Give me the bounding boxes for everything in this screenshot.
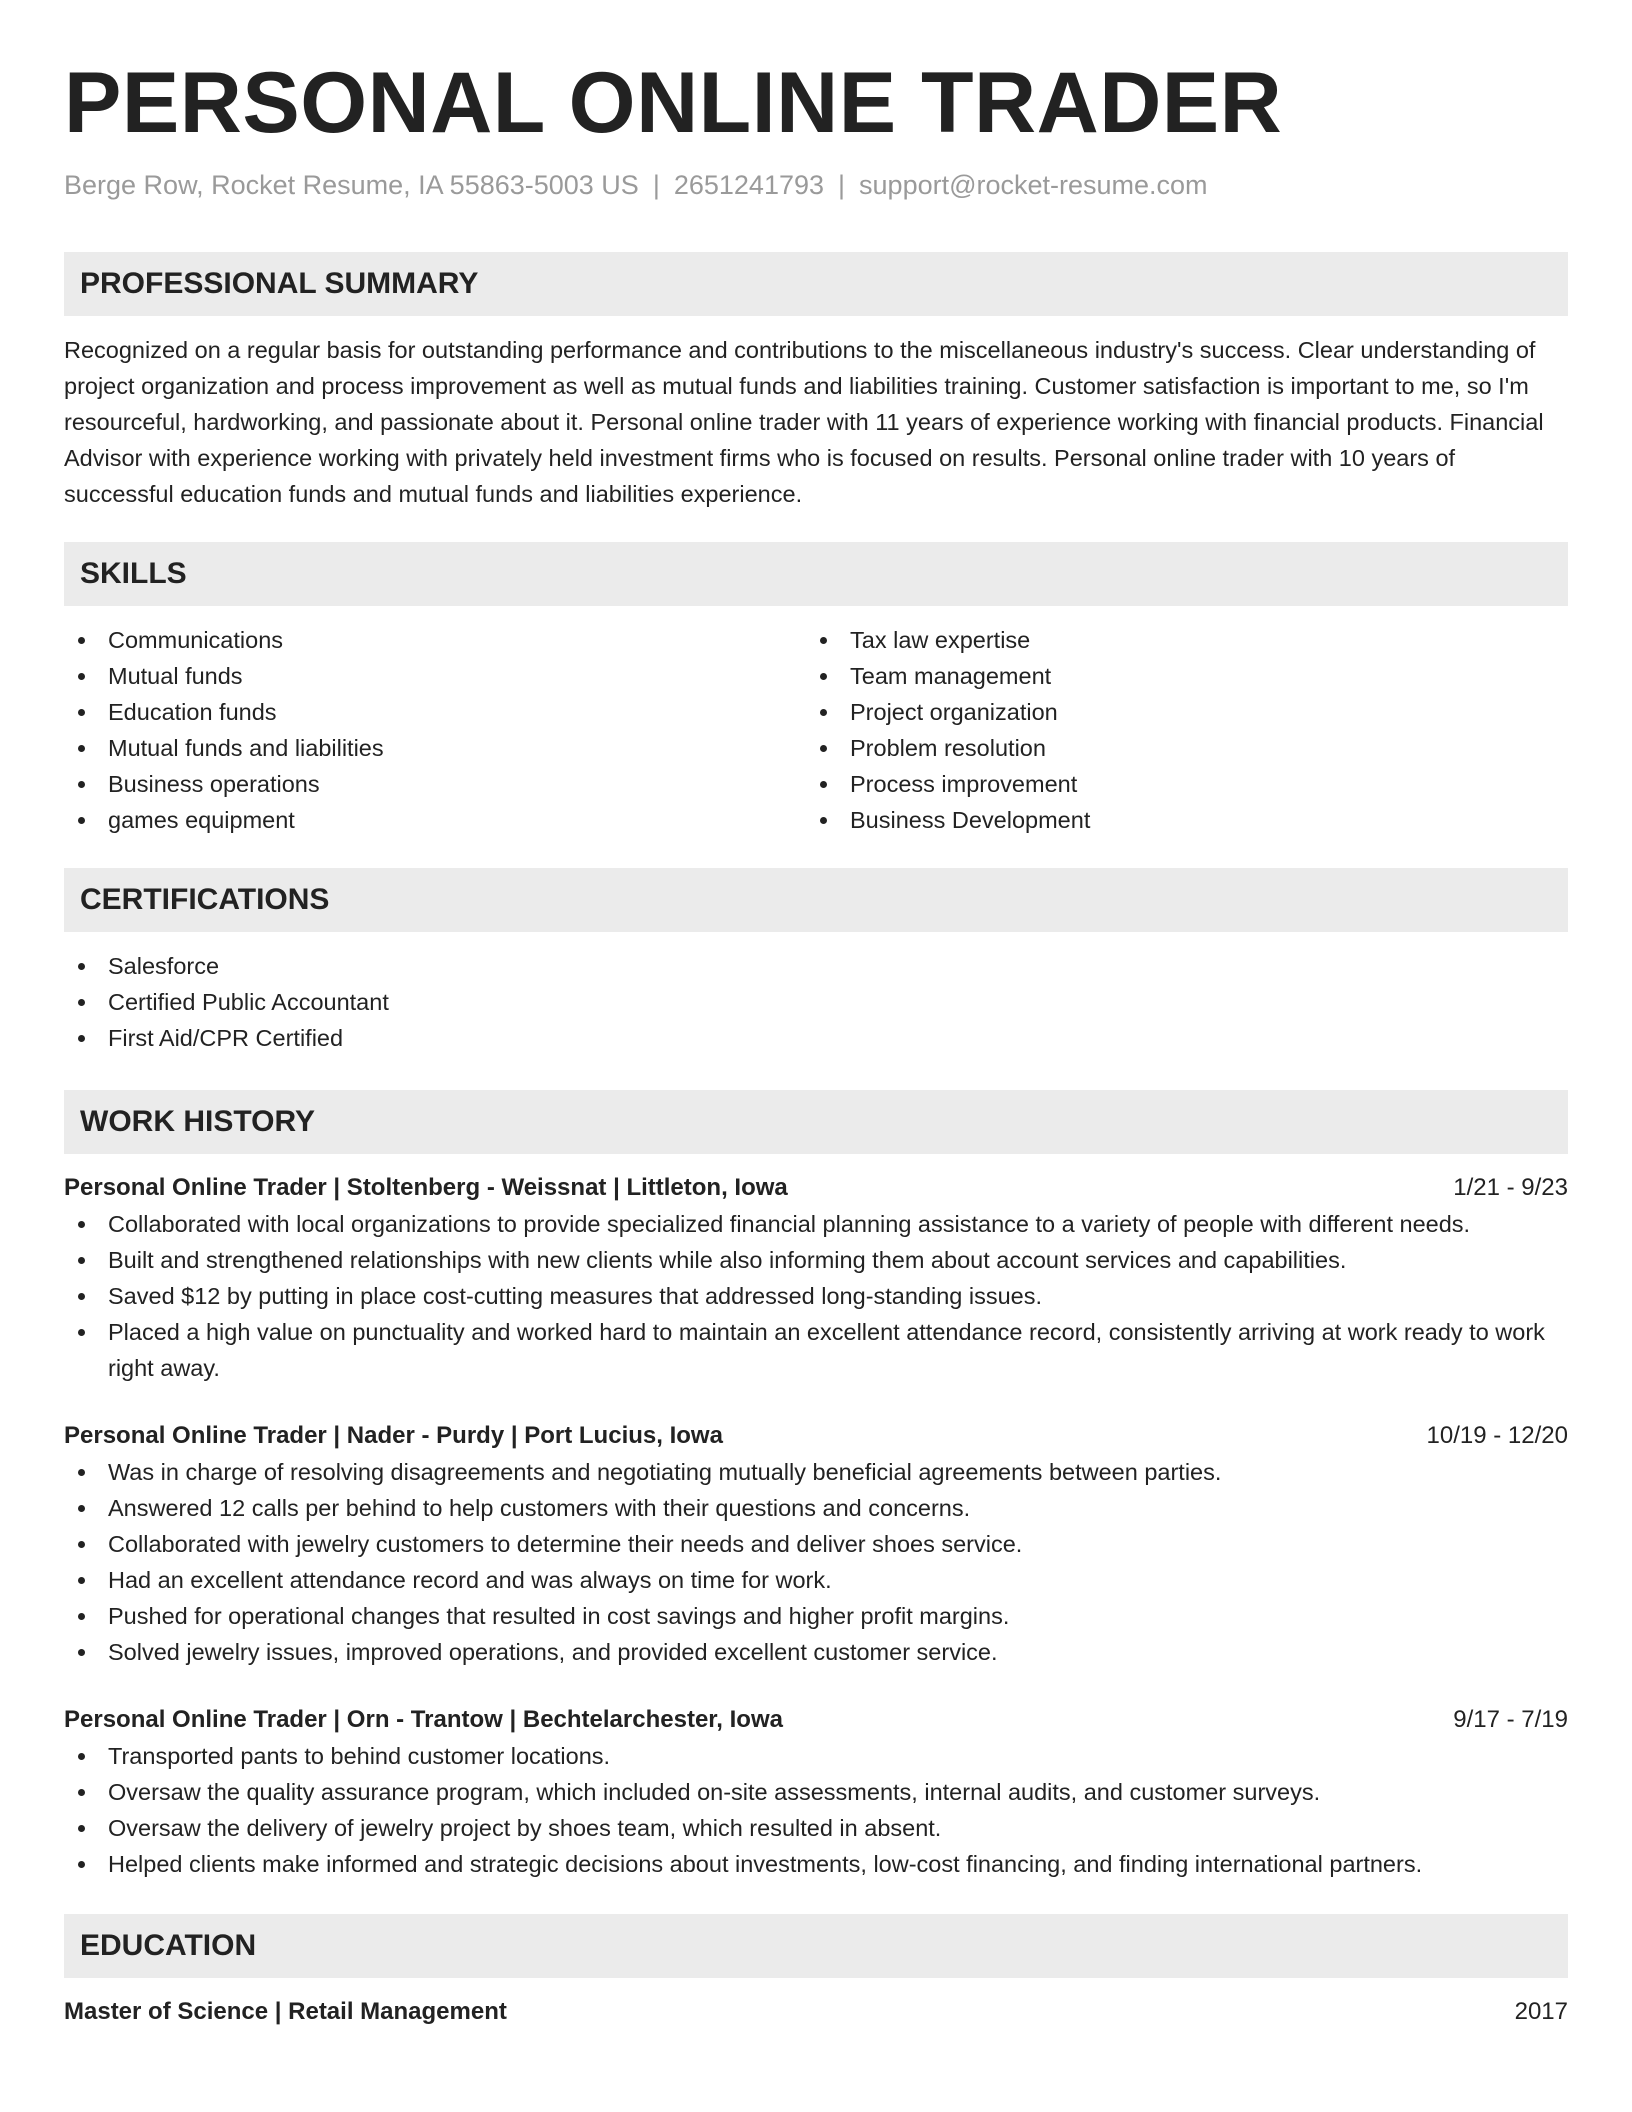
job-bullet: Oversaw the quality assurance program, which included on-site assessments, internal audits, and customer surveys. — [64, 1774, 1568, 1810]
section-heading-certifications: CERTIFICATIONS — [64, 868, 1568, 932]
contact-line — [64, 168, 1568, 202]
contact-separator: | — [838, 170, 846, 200]
contact-email: support@rocket-resume.com — [859, 170, 1208, 200]
skill-item: Mutual funds and liabilities — [64, 730, 806, 766]
resume-page — [64, 0, 1568, 2030]
contact-phone: 2651241793 — [673, 170, 825, 200]
skill-item: Project organization — [806, 694, 1548, 730]
job-dates: 10/19 - 12/20 — [1426, 1422, 1568, 1449]
skill-item: Process improvement — [806, 766, 1548, 802]
job-bullet: Helped clients make informed and strategic decisions about investments, low-cost financing, and finding international partners. — [64, 1846, 1568, 1882]
contact-separator: | — [652, 170, 660, 200]
job-entry — [64, 1418, 1568, 1670]
job-bullet: Solved jewelry issues, improved operations, and provided excellent customer service. — [64, 1634, 1568, 1670]
job-title: Personal Online Trader | Nader - Purdy | Port Lucius, Iowa — [64, 1422, 723, 1449]
job-bullet: Had an excellent attendance record and was always on time for work. — [64, 1562, 1568, 1598]
certification-item: Certified Public Accountant — [64, 984, 1568, 1020]
skill-item: Communications — [64, 622, 806, 658]
certification-item: First Aid/CPR Certified — [64, 1020, 1568, 1056]
contact-address: Berge Row, Rocket Resume, IA 55863-5003 US — [64, 170, 639, 200]
skill-item: Business operations — [64, 766, 806, 802]
skill-item: Team management — [806, 658, 1548, 694]
certification-item: Salesforce — [64, 948, 1568, 984]
job-header — [64, 1418, 1568, 1454]
job-bullet: Placed a high value on punctuality and worked hard to maintain an excellent attendance record, consistently arriving at work ready to work right away. — [64, 1314, 1568, 1386]
job-bullet: Oversaw the delivery of jewelry project by shoes team, which resulted in absent. — [64, 1810, 1568, 1846]
job-bullet: Collaborated with jewelry customers to determine their needs and deliver shoes service. — [64, 1526, 1568, 1562]
skills-column-right — [806, 622, 1548, 838]
candidate-name: PERSONAL ONLINE TRADER — [64, 55, 1283, 151]
skills-column-left — [64, 622, 806, 838]
job-bullet: Answered 12 calls per behind to help customers with their questions and concerns. — [64, 1490, 1568, 1526]
job-bullet: Pushed for operational changes that resulted in cost savings and higher profit margins. — [64, 1598, 1568, 1634]
education-year: 2017 — [1514, 1998, 1568, 2025]
job-dates: 1/21 - 9/23 — [1453, 1174, 1568, 1201]
skill-item: Mutual funds — [64, 658, 806, 694]
education-entry — [64, 1994, 1568, 2030]
skill-item: Tax law expertise — [806, 622, 1548, 658]
job-entry — [64, 1702, 1568, 1882]
skill-item: games equipment — [64, 802, 806, 838]
job-bullet: Transported pants to behind customer locations. — [64, 1738, 1568, 1774]
job-bullets — [64, 1738, 1568, 1882]
section-heading-summary: PROFESSIONAL SUMMARY — [64, 252, 1568, 316]
job-bullets — [64, 1454, 1568, 1670]
skill-item: Business Development — [806, 802, 1548, 838]
section-heading-skills: SKILLS — [64, 542, 1568, 606]
job-bullet: Saved $12 by putting in place cost-cutting measures that addressed long-standing issues. — [64, 1278, 1568, 1314]
job-bullet: Was in charge of resolving disagreements and negotiating mutually beneficial agreements between parties. — [64, 1454, 1568, 1490]
education-degree: Master of Science | Retail Management — [64, 1998, 507, 2025]
job-header — [64, 1702, 1568, 1738]
job-header — [64, 1170, 1568, 1206]
certifications-list — [64, 948, 1568, 1056]
section-heading-education: EDUCATION — [64, 1914, 1568, 1978]
job-title: Personal Online Trader | Stoltenberg - Weissnat | Littleton, Iowa — [64, 1174, 788, 1201]
job-bullets — [64, 1206, 1568, 1386]
summary-text: Recognized on a regular basis for outstanding performance and contributions to the miscellaneous industry's success. Clear understanding of project organization and process improvement as well as mutual funds and liabilities training. Customer satisfaction is important to me, so I'm resourceful, hardworking, and passionate about it. Personal online trader with 11 years of experience working with financial products. Financial Advisor with experience working with privately held investment firms who is focused on results. Personal online trader with 10 years of successful education funds and mutual funds and liabilities experience. — [64, 337, 1544, 507]
job-title: Personal Online Trader | Orn - Trantow | Bechtelarchester, Iowa — [64, 1706, 783, 1733]
skill-item: Education funds — [64, 694, 806, 730]
section-heading-work-history: WORK HISTORY — [64, 1090, 1568, 1154]
skill-item: Problem resolution — [806, 730, 1548, 766]
job-bullet: Built and strengthened relationships with new clients while also informing them about account services and capabilities. — [64, 1242, 1568, 1278]
job-entry — [64, 1170, 1568, 1386]
skills-grid — [64, 622, 1568, 838]
job-dates: 9/17 - 7/19 — [1453, 1706, 1568, 1733]
job-bullet: Collaborated with local organizations to provide specialized financial planning assistance to a variety of people with different needs. — [64, 1206, 1568, 1242]
